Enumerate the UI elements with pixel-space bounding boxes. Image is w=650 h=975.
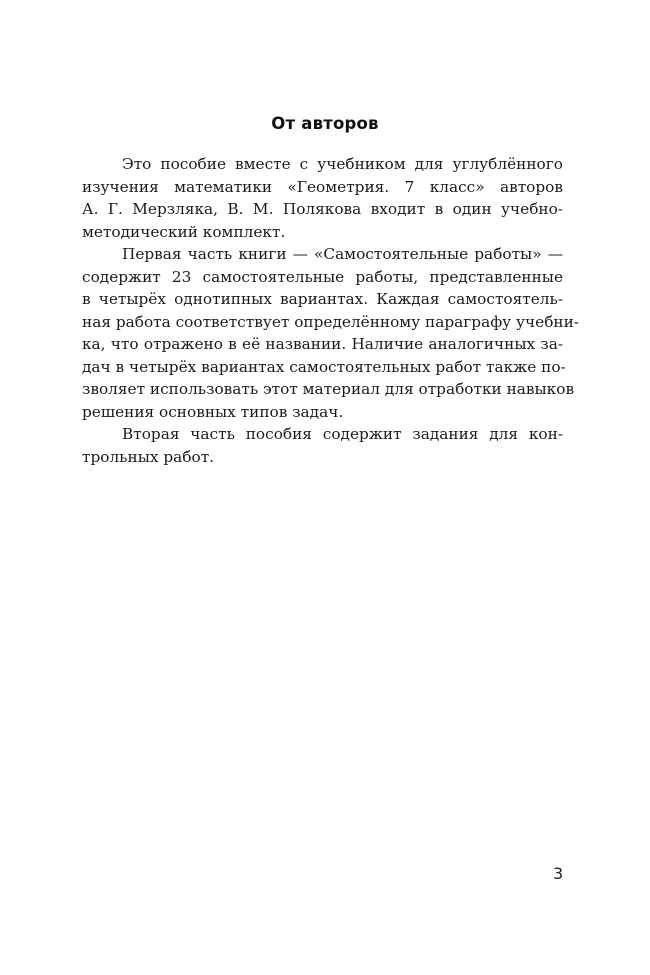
text-line: Вторая часть пособия содержит задания для кон- [122, 425, 563, 443]
text-line: Это пособие вместе с учебником для углублённого [122, 155, 563, 173]
text-line: А. Г. Мерзляка, В. М. Полякова входит в один учебно- [82, 200, 563, 218]
paragraph-1 [82, 153, 563, 243]
text-line: решения основных типов задач. [82, 402, 344, 421]
text-line: методический комплект. [82, 222, 286, 241]
text-line: трольных работ. [82, 447, 215, 466]
section-heading: От авторов [271, 114, 379, 133]
page-number: 3 [553, 864, 564, 883]
text-line: ка, что отражено в её названии. Наличие аналогичных за- [82, 335, 563, 353]
paragraph-2 [82, 243, 579, 423]
text-line: ная работа соответствует определённому параграфу учебни- [82, 312, 579, 331]
text-line: в четырёх однотипных вариантах. Каждая самостоятель- [82, 290, 563, 308]
text-line: дач в четырёх вариантах самостоятельных работ также по- [82, 357, 566, 376]
paragraph-3 [82, 423, 563, 468]
text-line: зволяет использовать этот материал для отработки навыков [82, 380, 575, 398]
text-line: содержит 23 самостоятельные работы, представленные [82, 267, 563, 286]
body-text [82, 153, 579, 468]
text-line: изучения математики «Геометрия. 7 класс» авторов [82, 177, 563, 196]
text-line: Первая часть книги — «Самостоятельные работы» — [122, 245, 563, 263]
